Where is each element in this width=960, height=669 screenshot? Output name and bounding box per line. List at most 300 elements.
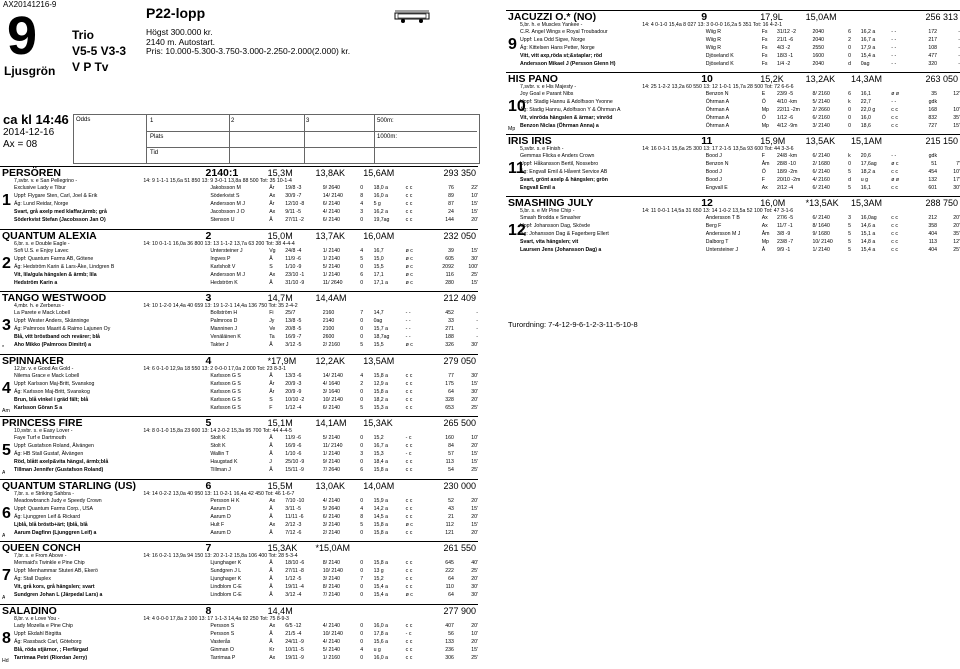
- start-cell: 35': [953, 231, 960, 237]
- start-row: [210, 263, 478, 271]
- start-cell: 30': [953, 185, 960, 191]
- start-cell: 5: [848, 223, 851, 229]
- info-line: Blå, vitt bröstband och revärer; blå: [14, 334, 100, 340]
- record-1: 14,4M: [267, 605, 293, 616]
- record-3: 14,3AM: [851, 74, 883, 84]
- start-cell: Å: [269, 372, 273, 379]
- horse-name: IRIS IRIS: [508, 135, 552, 147]
- start-cell: 10/10 -2: [285, 396, 305, 403]
- horse-name: PERSÖREN: [2, 167, 61, 179]
- start-cell: 16,1: [860, 185, 871, 191]
- start-cell: Berg F: [705, 223, 722, 229]
- start-cell: 24/11 -9: [285, 638, 304, 645]
- start-cell: 15,3 a: [373, 404, 388, 411]
- start-cell: Å: [269, 451, 273, 457]
- start-cell: Ö: [761, 169, 766, 175]
- start-cell: - -: [405, 318, 411, 324]
- start-cell: 15,8 a: [373, 372, 388, 379]
- start-row: [210, 317, 478, 325]
- prize-money: 215 150: [925, 136, 958, 146]
- start-row: [210, 559, 478, 567]
- start-cell: 1/10 -9: [285, 263, 302, 270]
- start-cell: Å: [269, 513, 273, 520]
- start-cell: 77: [448, 372, 454, 379]
- start-cell: Ingves P: [210, 255, 231, 262]
- horse-distance: 5: [205, 417, 212, 429]
- start-row: [210, 333, 478, 341]
- record-1: 16,0M: [760, 198, 786, 208]
- start-cell: 18,2 a: [860, 169, 876, 175]
- horse-distance: 2140:1: [205, 167, 239, 179]
- start-cell: 57: [448, 451, 454, 457]
- record-3: 16,0AM: [363, 230, 395, 241]
- start-cell: 15,7 a: [373, 326, 388, 332]
- start-cell: 25': [471, 654, 478, 661]
- record-3: 15,3AM: [851, 198, 883, 208]
- start-cell: 0: [360, 592, 364, 598]
- start-cell: c c: [405, 396, 413, 403]
- start-cell: 8/ 1640: [812, 223, 830, 229]
- start-cell: 2040: [812, 29, 825, 35]
- start-cell: 0: [360, 568, 364, 574]
- prize-money: 279 050: [443, 355, 476, 366]
- career-stats: 14: 10 0-1-1 16,0a 36 800 13: 13 1-1-2 13,7a 63 200 Tot: 38 4-4-4: [143, 240, 295, 247]
- start-cell: 7/10 -10: [285, 497, 305, 504]
- start-cell: Benzon N: [705, 91, 729, 97]
- start-cell: Lindblom C-E: [210, 584, 242, 590]
- info-line: Sundgren Johan L (Järpedal Lars) a: [14, 592, 103, 598]
- info-line: Uppf: Gustafson Roland, Älvängen: [14, 443, 94, 449]
- race-header: [0, 0, 478, 165]
- start-cell: 6/ 2140: [322, 404, 341, 411]
- info-line: Vit, grå kors, grå hängslen; svart: [14, 584, 95, 590]
- start-cell: 3/ 1640: [322, 388, 341, 395]
- start-cell: 4/3 -2: [776, 45, 791, 51]
- start-row: [210, 247, 478, 255]
- start-cell: 0: [360, 654, 364, 661]
- start-cell: ø c: [405, 271, 413, 278]
- start-cell: gdk: [928, 99, 938, 105]
- start-cell: F: [761, 153, 765, 159]
- start-cell: 0: [360, 318, 364, 324]
- start-cell: c c: [891, 247, 898, 253]
- start-cell: 15': [471, 646, 478, 653]
- start-cell: 6/ 2140: [812, 215, 830, 221]
- start-cell: 18/10 -6: [285, 560, 305, 566]
- start-cell: Å: [269, 568, 273, 574]
- start-cell: c c: [405, 388, 413, 395]
- start-cell: 15/11 -9: [285, 467, 304, 473]
- start-cell: Å: [269, 638, 273, 645]
- start-cell: J: [269, 459, 272, 465]
- info-line: Äg: Hedström Karin & Lars-Åke, Lindgren B: [14, 263, 115, 270]
- start-cell: Dalborg T: [705, 239, 729, 245]
- grid-odds-label: Odds: [76, 117, 91, 123]
- record-1: 17,9L: [760, 12, 783, 22]
- start-cell: 280: [445, 279, 454, 286]
- condition-line: Högst 300.000 kr.: [146, 27, 213, 37]
- prize-money: 230 000: [443, 480, 476, 491]
- start-cell: 19/8 -3: [285, 185, 302, 191]
- start-cell: Aarum D: [210, 529, 231, 536]
- record-1: 15,0M: [267, 230, 293, 241]
- start-cell: 15,8 a: [373, 521, 388, 528]
- start-cell: 12,9 a: [373, 380, 388, 387]
- start-cell: 0: [360, 630, 364, 637]
- horse-name: HIS PANO: [508, 73, 558, 85]
- start-cell: 6: [848, 29, 851, 35]
- start-cell: ø c: [405, 342, 413, 348]
- start-cell: 30': [471, 342, 478, 348]
- record-1: 15,5M: [267, 480, 293, 491]
- start-row: [210, 184, 478, 192]
- start-cell: 10/ 2140: [322, 630, 343, 637]
- start-cell: 30': [471, 372, 478, 379]
- start-cell: Tarrimaa P: [210, 654, 236, 661]
- start-cell: -: [476, 334, 478, 340]
- info-line: Uppf: Karlsson Maj-Britt, Svanskog: [14, 380, 95, 387]
- record-1: 14,7M: [267, 293, 293, 303]
- info-line: Äg: Stall Duplex: [14, 576, 51, 582]
- start-cell: 16,1: [860, 91, 871, 97]
- horse-info: [14, 372, 215, 412]
- start-cell: Benzon N: [705, 161, 729, 167]
- start-cell: 116: [445, 271, 454, 278]
- start-cell: ø c: [405, 263, 413, 270]
- info-line: Benzon Niclas (Öhrman Anna) a: [520, 123, 599, 129]
- info-line: La Parete e Mack Lobell: [14, 310, 70, 316]
- start-cell: 30': [471, 388, 478, 395]
- start-cell: 217: [928, 37, 938, 43]
- info-line: Äg: Lund Reidar, Norge: [14, 201, 69, 207]
- record-3: 15,3AK: [363, 418, 393, 428]
- pedigree: 8,br. v. e Love You -: [14, 615, 60, 622]
- start-cell: 15,8 a: [373, 388, 388, 395]
- start-cell: Å: [269, 584, 273, 590]
- start-cell: Å: [269, 529, 273, 536]
- trainer-code: Å: [2, 595, 6, 601]
- start-cell: - -: [891, 37, 897, 43]
- info-line: Engvall Emil a: [520, 185, 556, 191]
- start-cell: Ö: [761, 115, 766, 121]
- start-row: [210, 404, 478, 412]
- start-cell: 24/8 -4: [285, 247, 302, 254]
- grid-tid: Tid: [150, 150, 159, 156]
- info-line: Uppf: Håkansson Bertil, Nossebro: [520, 161, 599, 167]
- start-cell: 0: [360, 263, 364, 270]
- start-cell: 2/12 -3: [285, 521, 302, 528]
- start-cell: 1/ 2140: [322, 255, 341, 262]
- start-cell: 0: [360, 279, 364, 286]
- start-cell: 23/10 -1: [285, 271, 305, 278]
- start-cell: 4/ 1640: [322, 380, 341, 387]
- start-car-icon: [394, 10, 430, 24]
- start-cell: 3/11 -5: [285, 505, 302, 512]
- start-cell: 5 g: [373, 201, 381, 207]
- start-row: [210, 450, 478, 458]
- start-cell: 168: [928, 107, 938, 113]
- start-cell: 15,2: [373, 576, 384, 582]
- horse-entry: [0, 166, 478, 228]
- start-cell: c c: [891, 239, 898, 245]
- record-3: 14,0AM: [363, 480, 395, 491]
- start-cell: -: [958, 45, 960, 51]
- start-cell: 17,6ag: [860, 161, 877, 167]
- start-cell: 56: [448, 630, 454, 637]
- start-row: [210, 192, 478, 200]
- start-cell: - -: [405, 310, 411, 316]
- start-cell: Öhrman A: [705, 99, 730, 105]
- start-cell: Hult F: [210, 521, 225, 528]
- race-time: ca kl 14:46: [3, 112, 69, 127]
- start-cell: 15': [471, 380, 478, 387]
- start-cell: 0: [360, 396, 364, 403]
- info-line: Laursen Jens (Johansson Dag) a: [520, 247, 602, 253]
- start-cell: 3/ 2140: [322, 576, 341, 582]
- grid-col-2: 2: [231, 118, 235, 124]
- start-cell: 16/9 -7: [285, 334, 302, 340]
- start-cell: Karlsson G S: [210, 388, 241, 395]
- start-cell: c c: [405, 217, 413, 223]
- start-cell: -: [958, 29, 960, 35]
- start-cell: 20': [471, 443, 478, 449]
- start-cell: 4: [360, 247, 364, 254]
- start-cell: Å: [269, 435, 273, 441]
- start-cell: 6: [360, 467, 364, 473]
- start-cell: 14,7: [373, 310, 384, 316]
- start-cell: 6/ 2140: [322, 201, 341, 207]
- race-conditions: [146, 28, 350, 57]
- career-stats: 14: 4 0-0-0 17,8a 2 100 13: 17 1-1-3 14,4a 92 250 Tot: 75 8-9-3: [143, 615, 289, 622]
- horse-distance: 10: [701, 73, 713, 85]
- start-cell: c c: [405, 638, 413, 645]
- start-cell: 0: [848, 115, 851, 121]
- start-cell: 15,3: [373, 451, 384, 457]
- start-cell: gdk: [928, 153, 938, 159]
- horse-info: [14, 559, 215, 599]
- start-cell: Kr: [269, 646, 275, 653]
- horse-entry: [506, 72, 960, 134]
- start-cell: 11/9 -6: [285, 435, 302, 441]
- start-cell: 1/12 -5: [285, 576, 302, 582]
- start-cell: 18/9 -2m: [776, 169, 798, 175]
- start-row: [210, 638, 478, 646]
- start-cell: Stenson U: [210, 217, 235, 223]
- start-row: [706, 28, 960, 36]
- start-row: [706, 176, 960, 184]
- start-cell: 19/11 -9: [285, 654, 304, 661]
- start-cell: Ax: [269, 193, 276, 199]
- start-row: [210, 442, 478, 450]
- start-cell: 17,1: [373, 271, 384, 278]
- horse-info: [520, 152, 711, 192]
- horse-name: QUANTUM STARLING (US): [2, 479, 136, 492]
- pedigree: 6,br. s. e Double Eagle -: [14, 240, 70, 247]
- start-cell: Djöseland K: [705, 61, 734, 67]
- horse-entry: [0, 604, 478, 666]
- start-cell: 64: [448, 592, 454, 598]
- record-1: *17,9M: [267, 355, 297, 366]
- start-cell: 22,0 g: [860, 107, 876, 113]
- start-cell: 14,2 a: [373, 505, 388, 512]
- start-cell: Bood J: [705, 177, 722, 183]
- start-cell: 8/ 2140: [322, 560, 341, 566]
- start-cell: 16,0 a: [373, 193, 388, 199]
- start-cell: 19/11 -4: [285, 584, 304, 590]
- info-line: Lady Mozella e Pine Chip: [14, 622, 73, 629]
- start-cell: 12': [953, 91, 960, 97]
- start-cell: 2140: [322, 318, 335, 324]
- start-cell: u g: [373, 646, 381, 653]
- start-cell: Fs: [761, 53, 768, 59]
- start-cell: 160: [445, 435, 454, 441]
- start-cell: 17': [953, 177, 960, 183]
- start-row: [210, 380, 478, 388]
- start-cell: Karlsson G S: [210, 396, 241, 403]
- start-cell: 14,8 a: [860, 239, 876, 245]
- start-cell: 6/ 2160: [812, 115, 830, 121]
- start-cell: c c: [405, 209, 413, 215]
- start-cell: Ginman O: [210, 646, 234, 653]
- info-line: Svart, grönt axelp & hängslen; grön: [520, 177, 608, 183]
- horse-distance: 6: [205, 479, 212, 492]
- start-cell: 20': [953, 223, 960, 229]
- start-cell: k: [848, 153, 851, 159]
- start-cell: 17,1 a: [373, 279, 388, 286]
- condition-line: 2140 m. Autostart.: [146, 36, 215, 47]
- start-cell: 15': [471, 521, 478, 528]
- recent-starts: [210, 559, 478, 599]
- start-row: [706, 152, 960, 160]
- info-line: Söderkvist Stefan (Jacobsson Jan O): [14, 217, 106, 223]
- start-cell: 7/ 2640: [322, 467, 341, 473]
- horse-distance: 8: [205, 604, 212, 617]
- start-cell: c c: [405, 372, 413, 379]
- start-cell: 8: [360, 513, 364, 520]
- start-row: [210, 255, 478, 263]
- pedigree: 7,svbr. v. e His Majesty -: [520, 84, 577, 90]
- start-cell: 5: [360, 521, 364, 528]
- start-cell: 15,0: [373, 255, 384, 262]
- info-line: Röd, blått axelp&vita hängsl, ärmb;blå: [14, 459, 109, 465]
- start-cell: Å: [269, 576, 273, 582]
- start-cell: 27/11 -2: [285, 217, 304, 223]
- prize-money: 261 550: [443, 543, 476, 553]
- start-cell: c c: [405, 380, 413, 387]
- start-cell: - -: [405, 334, 411, 340]
- start-cell: 5: [848, 185, 851, 191]
- horse-name: JACUZZI O.* (NO): [508, 11, 597, 23]
- start-cell: Stolt K: [210, 435, 226, 441]
- start-cell: 113: [445, 459, 454, 465]
- start-cell: ø c: [405, 247, 413, 254]
- start-cell: År: [269, 388, 275, 395]
- start-cell: 31/10 -9: [285, 279, 305, 286]
- start-cell: 832: [928, 115, 938, 121]
- start-cell: 5/ 2140: [322, 646, 341, 653]
- recent-starts: [210, 309, 478, 349]
- start-cell: 3: [848, 215, 851, 221]
- start-cell: ø c: [405, 279, 413, 286]
- start-cell: 18,0 a: [373, 185, 388, 191]
- start-row: [706, 160, 960, 168]
- start-cell: 1/ 2160: [322, 654, 341, 661]
- start-cell: 1/4 -2: [776, 61, 791, 67]
- start-cell: Ax: [269, 622, 276, 629]
- start-cell: 3/ 2140: [812, 123, 830, 129]
- start-row: [210, 372, 478, 380]
- start-cell: 4/ 2160: [812, 177, 830, 183]
- prize-money: 288 750: [925, 198, 958, 208]
- start-cell: 40': [471, 560, 478, 566]
- start-cell: 6/ 2140: [322, 217, 341, 223]
- start-cell: 20/8 -5: [285, 326, 302, 332]
- start-cell: Andersson T B: [705, 215, 740, 221]
- start-cell: c c: [891, 123, 898, 129]
- start-cell: 20': [471, 638, 478, 645]
- start-cell: 5/ 2140: [322, 435, 341, 441]
- start-row: [210, 200, 478, 208]
- recent-starts: [210, 372, 478, 412]
- start-cell: c c: [405, 576, 413, 582]
- info-line: Uppf: Quantum Farms Corp., USA: [14, 505, 93, 512]
- start-cell: Åm: [761, 161, 770, 167]
- info-line: Uppf: Ekdahl Birgitta: [14, 630, 62, 637]
- start-cell: 2600: [322, 334, 335, 340]
- info-line: Uppf: Stadig Hannu & Adolfsson Yvonne: [520, 99, 613, 105]
- start-cell: 2/ 1680: [812, 161, 830, 167]
- start-cell: 25': [471, 568, 478, 574]
- horse-name: PRINCESS FIRE: [2, 417, 83, 429]
- start-cell: Å: [269, 443, 273, 449]
- start-row: [210, 497, 478, 505]
- start-cell: Å: [269, 467, 273, 473]
- career-stats: 14: 4 0-1-0 15,4a 8 027 13: 3 0-0-0 16,2a 5 351 Tot: 16 4-2-1: [642, 22, 782, 28]
- grid-500m: 500m:: [377, 118, 394, 124]
- start-cell: Ta: [269, 334, 275, 340]
- start-cell: Öhrman A: [705, 107, 730, 113]
- start-cell: ø ø: [891, 177, 900, 183]
- start-number: 11: [508, 160, 525, 177]
- recent-starts: [210, 247, 478, 287]
- start-cell: 15': [471, 247, 478, 254]
- start-cell: 21/1 -6: [776, 37, 794, 43]
- start-cell: Å: [269, 505, 273, 512]
- start-cell: 3/ 2140: [322, 521, 341, 528]
- start-cell: 20': [471, 497, 478, 504]
- start-cell: 10': [953, 169, 960, 175]
- start-cell: År: [269, 185, 275, 191]
- pedigree: 5,svbr. s. e Finish -: [520, 146, 564, 152]
- pedigree: 5,br. s. e Mr Pine Chip -: [520, 208, 575, 214]
- start-cell: 9/ 1680: [812, 231, 830, 237]
- start-cell: 4: [360, 646, 364, 653]
- horse-distance: 12: [701, 197, 713, 209]
- start-cell: 5: [848, 231, 851, 237]
- start-cell: S: [269, 396, 273, 403]
- start-cell: 2/12 -4: [776, 185, 794, 191]
- start-cell: Å: [269, 592, 273, 598]
- pedigree: 5,br. h. e Muscles Yankee -: [520, 22, 583, 28]
- start-cell: 27/6 -5: [776, 215, 794, 221]
- start-cell: 1/ 2140: [322, 247, 341, 254]
- info-line: Uppf: Quantum Farms AB, Götene: [14, 255, 94, 262]
- start-cell: 320: [928, 61, 938, 67]
- horse-entry: [0, 291, 478, 353]
- start-cell: 100': [468, 263, 478, 270]
- start-cell: Venäläinen K: [210, 334, 241, 340]
- start-row: [706, 184, 960, 192]
